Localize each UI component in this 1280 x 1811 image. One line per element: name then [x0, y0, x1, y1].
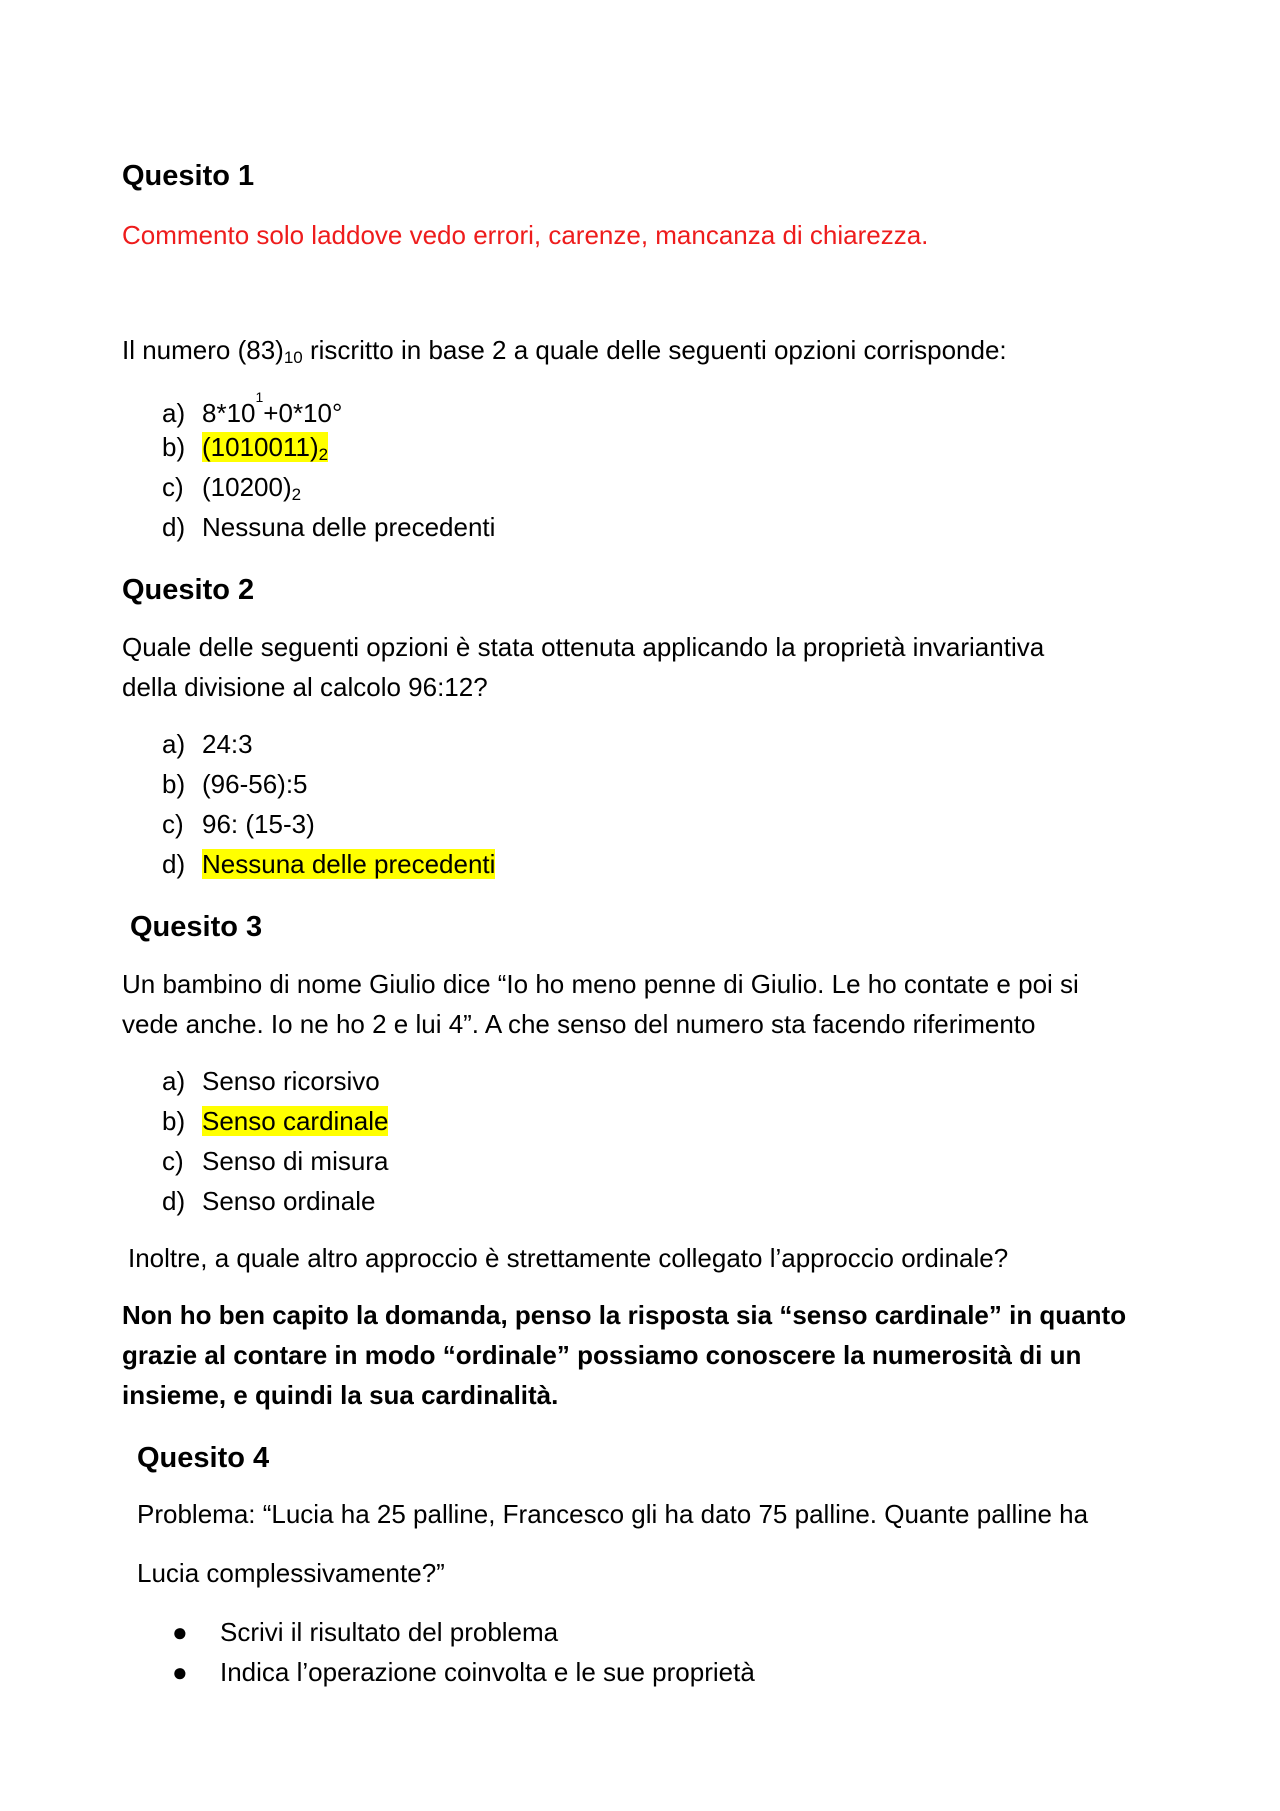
q4-problem-line1: Problema: “Lucia ha 25 palline, Francesco gli ha dato 75 palline. Quante palline ha — [137, 1499, 1089, 1529]
q1-heading: Quesito 1 — [122, 160, 255, 192]
q1-option-a-text — [202, 389, 343, 428]
q2-option-a-label: a) — [162, 729, 186, 759]
q3-option-c — [162, 1141, 388, 1181]
q1-comment: Commento solo laddove vedo errori, carenze, mancanza di chiarezza. — [122, 220, 929, 250]
q3-question-line1: Un bambino di nome Giulio dice “Io ho meno penne di Giulio. Le ho contate e poi si — [122, 969, 1079, 999]
q1-option-a-label: a) — [162, 397, 186, 428]
q3-option-b-label: b) — [162, 1106, 186, 1136]
q1-question-suffix: riscritto in base 2 a quale delle seguenti opzioni corrisponde: — [302, 335, 1007, 365]
q3-option-d-label: d) — [162, 1186, 186, 1216]
q3-option-d — [162, 1181, 375, 1221]
q3-heading: Quesito 3 — [130, 911, 263, 943]
q4-problem-line2: Lucia complessivamente?” — [137, 1558, 445, 1588]
q4-bullet-text-1: Scrivi il risultato del problema — [220, 1617, 559, 1647]
q1-option-a-rest: +0*10° — [263, 397, 343, 428]
q2-option-b — [162, 764, 308, 804]
q2-question-line1: Quale delle seguenti opzioni è stata ottenuta applicando la proprietà invariantiva — [122, 632, 1045, 662]
q1-option-b-sub: 2 — [318, 445, 329, 464]
q1-question-prefix: Il numero (83) — [122, 335, 284, 365]
q1-question — [122, 330, 1007, 374]
q3-option-a-text: Senso ricorsivo — [202, 1066, 380, 1096]
q3-option-b — [162, 1101, 388, 1141]
q1-option-a — [162, 387, 342, 433]
q4-heading: Quesito 4 — [137, 1442, 270, 1474]
q3-option-c-label: c) — [162, 1146, 184, 1176]
q2-option-a — [162, 724, 253, 764]
q1-option-c-sub: 2 — [291, 485, 302, 504]
q4-bullet-item — [172, 1652, 755, 1692]
bullet-dot-icon: ● — [172, 1617, 188, 1647]
q3-followup: Inoltre, a quale altro approccio è strettamente collegato l’approccio ordinale? — [128, 1243, 1009, 1273]
q3-option-b-text-highlighted: Senso cardinale — [202, 1106, 389, 1136]
q1-option-d-text: Nessuna delle precedenti — [202, 512, 496, 542]
q1-option-b-text-highlighted — [202, 432, 328, 462]
q2-option-d-text-highlighted: Nessuna delle precedenti — [202, 849, 496, 879]
q1-option-b — [162, 427, 328, 471]
q3-option-d-text: Senso ordinale — [202, 1186, 376, 1216]
q2-option-b-text: (96-56):5 — [202, 769, 308, 799]
q4-bullet-text-2: Indica l’operazione coinvolta e le sue proprietà — [220, 1657, 755, 1687]
q3-option-a-label: a) — [162, 1066, 186, 1096]
q1-option-c — [162, 467, 301, 511]
q2-option-c — [162, 804, 315, 844]
q3-question-line2: vede anche. Io ne ho 2 e lui 4”. A che senso del numero sta facendo riferimento — [122, 1009, 1036, 1039]
q2-option-c-text: 96: (15-3) — [202, 809, 315, 839]
q1-option-d-label: d) — [162, 512, 186, 542]
q1-option-c-label: c) — [162, 472, 184, 502]
q2-option-a-text: 24:3 — [202, 729, 253, 759]
q1-option-d — [162, 507, 495, 547]
q3-answer-line3: insieme, e quindi la sua cardinalità. — [122, 1380, 559, 1410]
q2-heading: Quesito 2 — [122, 574, 255, 606]
q1-option-a-sup: 1 — [255, 389, 264, 405]
q1-option-b-main: (1010011) — [202, 432, 319, 462]
q2-option-b-label: b) — [162, 769, 186, 799]
q1-option-a-main: 8*10 — [202, 397, 256, 428]
q3-answer-line1: Non ho ben capito la domanda, penso la risposta sia “senso cardinale” in quanto — [122, 1300, 1127, 1330]
q3-answer-line2: grazie al contare in modo “ordinale” possiamo conoscere la numerosità di un — [122, 1340, 1082, 1370]
q1-question-sub: 10 — [283, 348, 303, 367]
q2-option-d — [162, 844, 495, 884]
q4-bullet-item — [172, 1612, 558, 1652]
bullet-dot-icon: ● — [172, 1657, 188, 1687]
q3-option-c-text: Senso di misura — [202, 1146, 389, 1176]
q3-option-a — [162, 1061, 380, 1101]
q2-question-line2: della divisione al calcolo 96:12? — [122, 672, 488, 702]
q1-option-b-label: b) — [162, 432, 186, 462]
q2-option-c-label: c) — [162, 809, 184, 839]
q2-option-d-label: d) — [162, 849, 186, 879]
q1-option-c-main: (10200) — [202, 472, 292, 502]
